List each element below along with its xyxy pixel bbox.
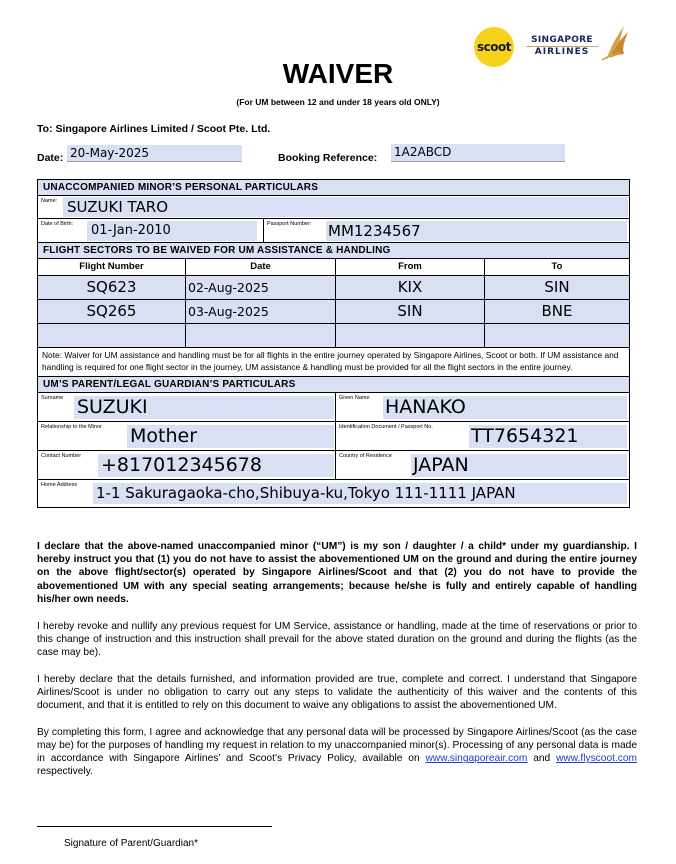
- minor-name-field[interactable]: SUZUKI TARO: [63, 197, 628, 217]
- flight-number-cell[interactable]: SQ265: [38, 300, 186, 323]
- guardian-contact-cell: [38, 451, 336, 479]
- guardian-id-label: Identification Document / Passport No.: [339, 424, 433, 430]
- flight-date-header: Date: [186, 259, 336, 275]
- flight-number-header: Flight Number: [38, 259, 186, 275]
- guardian-section-header: UM’S PARENT/LEGAL GUARDIAN’S PARTICULARS: [38, 377, 629, 393]
- privacy-text-2: and: [533, 753, 557, 765]
- privacy-text-3: respectively.: [37, 766, 93, 778]
- booking-reference-field[interactable]: 1A2ABCD: [391, 144, 565, 162]
- minor-name-row: [38, 196, 629, 219]
- guardian-name-row: [38, 393, 629, 422]
- sia-logo-text-1: SINGAPORE: [526, 35, 598, 47]
- guardian-address-label: Home Address: [41, 482, 78, 488]
- table-row: [38, 324, 629, 348]
- flight-date-cell[interactable]: 02-Aug-2025: [186, 276, 336, 299]
- guardian-given-name-cell: [336, 393, 629, 421]
- flight-number-cell[interactable]: [38, 324, 186, 347]
- table-row: [38, 276, 629, 300]
- minor-section-header: UNACCOMPANIED MINOR’S PERSONAL PARTICULARS: [38, 180, 629, 196]
- singaporeair-link[interactable]: www.singaporeair.com: [425, 753, 528, 765]
- flight-from-header: From: [336, 259, 485, 275]
- date-label: Date:: [37, 152, 64, 164]
- flights-header-row: [38, 259, 629, 276]
- date-field[interactable]: 20-May-2025: [67, 145, 242, 162]
- guardian-id-cell: [336, 422, 629, 450]
- flight-to-cell[interactable]: SIN: [485, 276, 629, 299]
- table-row: [38, 300, 629, 324]
- guardian-country-label: Country of Residence: [339, 453, 392, 459]
- guardian-relationship-cell: [38, 422, 336, 450]
- minor-dob-label: Date of Birth:: [41, 221, 74, 227]
- guardian-surname-field[interactable]: SUZUKI: [74, 396, 334, 419]
- guardian-surname-label: Surname: [41, 395, 64, 401]
- minor-dob-cell: [38, 219, 264, 242]
- guardian-given-name-field[interactable]: HANAKO: [383, 396, 627, 419]
- minor-dob-field[interactable]: 01-Jan-2010: [87, 221, 257, 241]
- guardian-contact-field[interactable]: +817012345678: [98, 454, 334, 477]
- signature-line[interactable]: [37, 826, 272, 827]
- minor-passport-label: Passport Number:: [267, 221, 312, 227]
- minor-name-label: Name:: [41, 198, 58, 204]
- privacy-text-1: By completing this form, I agree and acknowledge that any personal data will be processed by Singapore Airlines/Scoot (as the case may be) for the purposes of handling my request in relation to my unaccompanied minor(s). Processing of any personal data is made in accordance with Singapore Airlines’ and Scoot’s Privacy Policy, available on: [37, 726, 637, 765]
- document-title: WAIVER: [282, 58, 394, 89]
- declaration-paragraph-4: [37, 726, 637, 779]
- sia-logo-text-2: AIRLINES: [534, 47, 590, 57]
- flight-to-cell[interactable]: [485, 324, 629, 347]
- declarations: [37, 540, 637, 792]
- guardian-country-cell: [336, 451, 629, 479]
- guardian-surname-cell: [38, 393, 336, 421]
- sia-bird-icon: [600, 22, 630, 62]
- document-subtitle: (For UM between 12 and under 18 years old ONLY): [236, 97, 440, 107]
- declaration-paragraph-1: I declare that the above-named unaccompanied minor (“UM”) is my son / daughter / a child* under my guardianship. I hereby instruct you that (1) you do not have to assist the abovementioned UM on the ground and during the entire journey on the above flight/sector(s) operated by Singapore Airlines/Scoot and that (2) you do not have to provide the abovementioned UM with any special seating arrangements; because he/she is fully and entirely capable of handling his/her own needs.: [37, 541, 637, 605]
- declaration-paragraph-2: I hereby revoke and nullify any previous request for UM Service, assistance or handling, made at the time of reservations or prior to this change of instruction and this instruction shall prevail for the above stated duration on the ground and during the flights (as the case may be).: [37, 620, 637, 658]
- flight-from-cell[interactable]: KIX: [336, 276, 485, 299]
- flight-from-cell[interactable]: SIN: [336, 300, 485, 323]
- flight-to-cell[interactable]: BNE: [485, 300, 629, 323]
- signature-label: Signature of Parent/Guardian*: [64, 838, 198, 849]
- guardian-contact-label: Contact Number: [41, 453, 82, 459]
- flight-to-header: To: [551, 261, 563, 272]
- booking-reference-label: Booking Reference:: [278, 152, 378, 164]
- minor-passport-field[interactable]: MM1234567: [326, 221, 627, 241]
- waiver-form-table: [37, 179, 630, 508]
- flights-section-header: FLIGHT SECTORS TO BE WAIVED FOR UM ASSISTANCE & HANDLING: [38, 243, 629, 259]
- minor-passport-cell: [264, 219, 629, 242]
- declaration-paragraph-3: I hereby declare that the details furnished, and information provided are true, complete and correct. I understand that Singapore Airlines/Scoot is under no obligation to carry out any steps to validate the authenticity of this waiver and the contents of this document, and that it is entitled to rely on this document to waive any obligations to assist the abovementioned UM.: [37, 673, 637, 712]
- flights-note: Note: Waiver for UM assistance and handling must be for all flights in the entire journey operated by Singapore Airlines, Scoot or both. If UM assistance and handling is required for one flight sector in the journey, UM assistance & handling must be provided for all the flight sectors in the entire journey.: [38, 348, 629, 377]
- guardian-relationship-field[interactable]: Mother: [127, 425, 334, 448]
- minor-name-cell: [38, 196, 629, 218]
- guardian-relationship-label: Relationship to the Minor: [41, 424, 102, 430]
- guardian-address-cell: [38, 480, 629, 507]
- guardian-relationship-row: [38, 422, 629, 451]
- flight-date-cell[interactable]: [186, 324, 336, 347]
- flight-from-cell[interactable]: [336, 324, 485, 347]
- guardian-address-row: [38, 480, 629, 507]
- guardian-contact-row: [38, 451, 629, 480]
- scoot-logo: scoot: [474, 27, 514, 67]
- flyscoot-link[interactable]: www.flyscoot.com: [556, 753, 638, 765]
- minor-dob-passport-row: [38, 219, 629, 243]
- guardian-address-field[interactable]: 1-1 Sakuragaoka-cho,Shibuya-ku,Tokyo 111-1111 JAPAN: [93, 483, 627, 504]
- guardian-id-field[interactable]: TT7654321: [469, 425, 627, 448]
- addressee-line: To: Singapore Airlines Limited / Scoot Pte. Ltd.: [37, 123, 271, 135]
- flight-date-cell[interactable]: 03-Aug-2025: [186, 300, 336, 323]
- guardian-country-field[interactable]: JAPAN: [411, 454, 627, 477]
- flight-number-cell[interactable]: SQ623: [38, 276, 186, 299]
- guardian-given-name-label: Given Name: [339, 395, 370, 401]
